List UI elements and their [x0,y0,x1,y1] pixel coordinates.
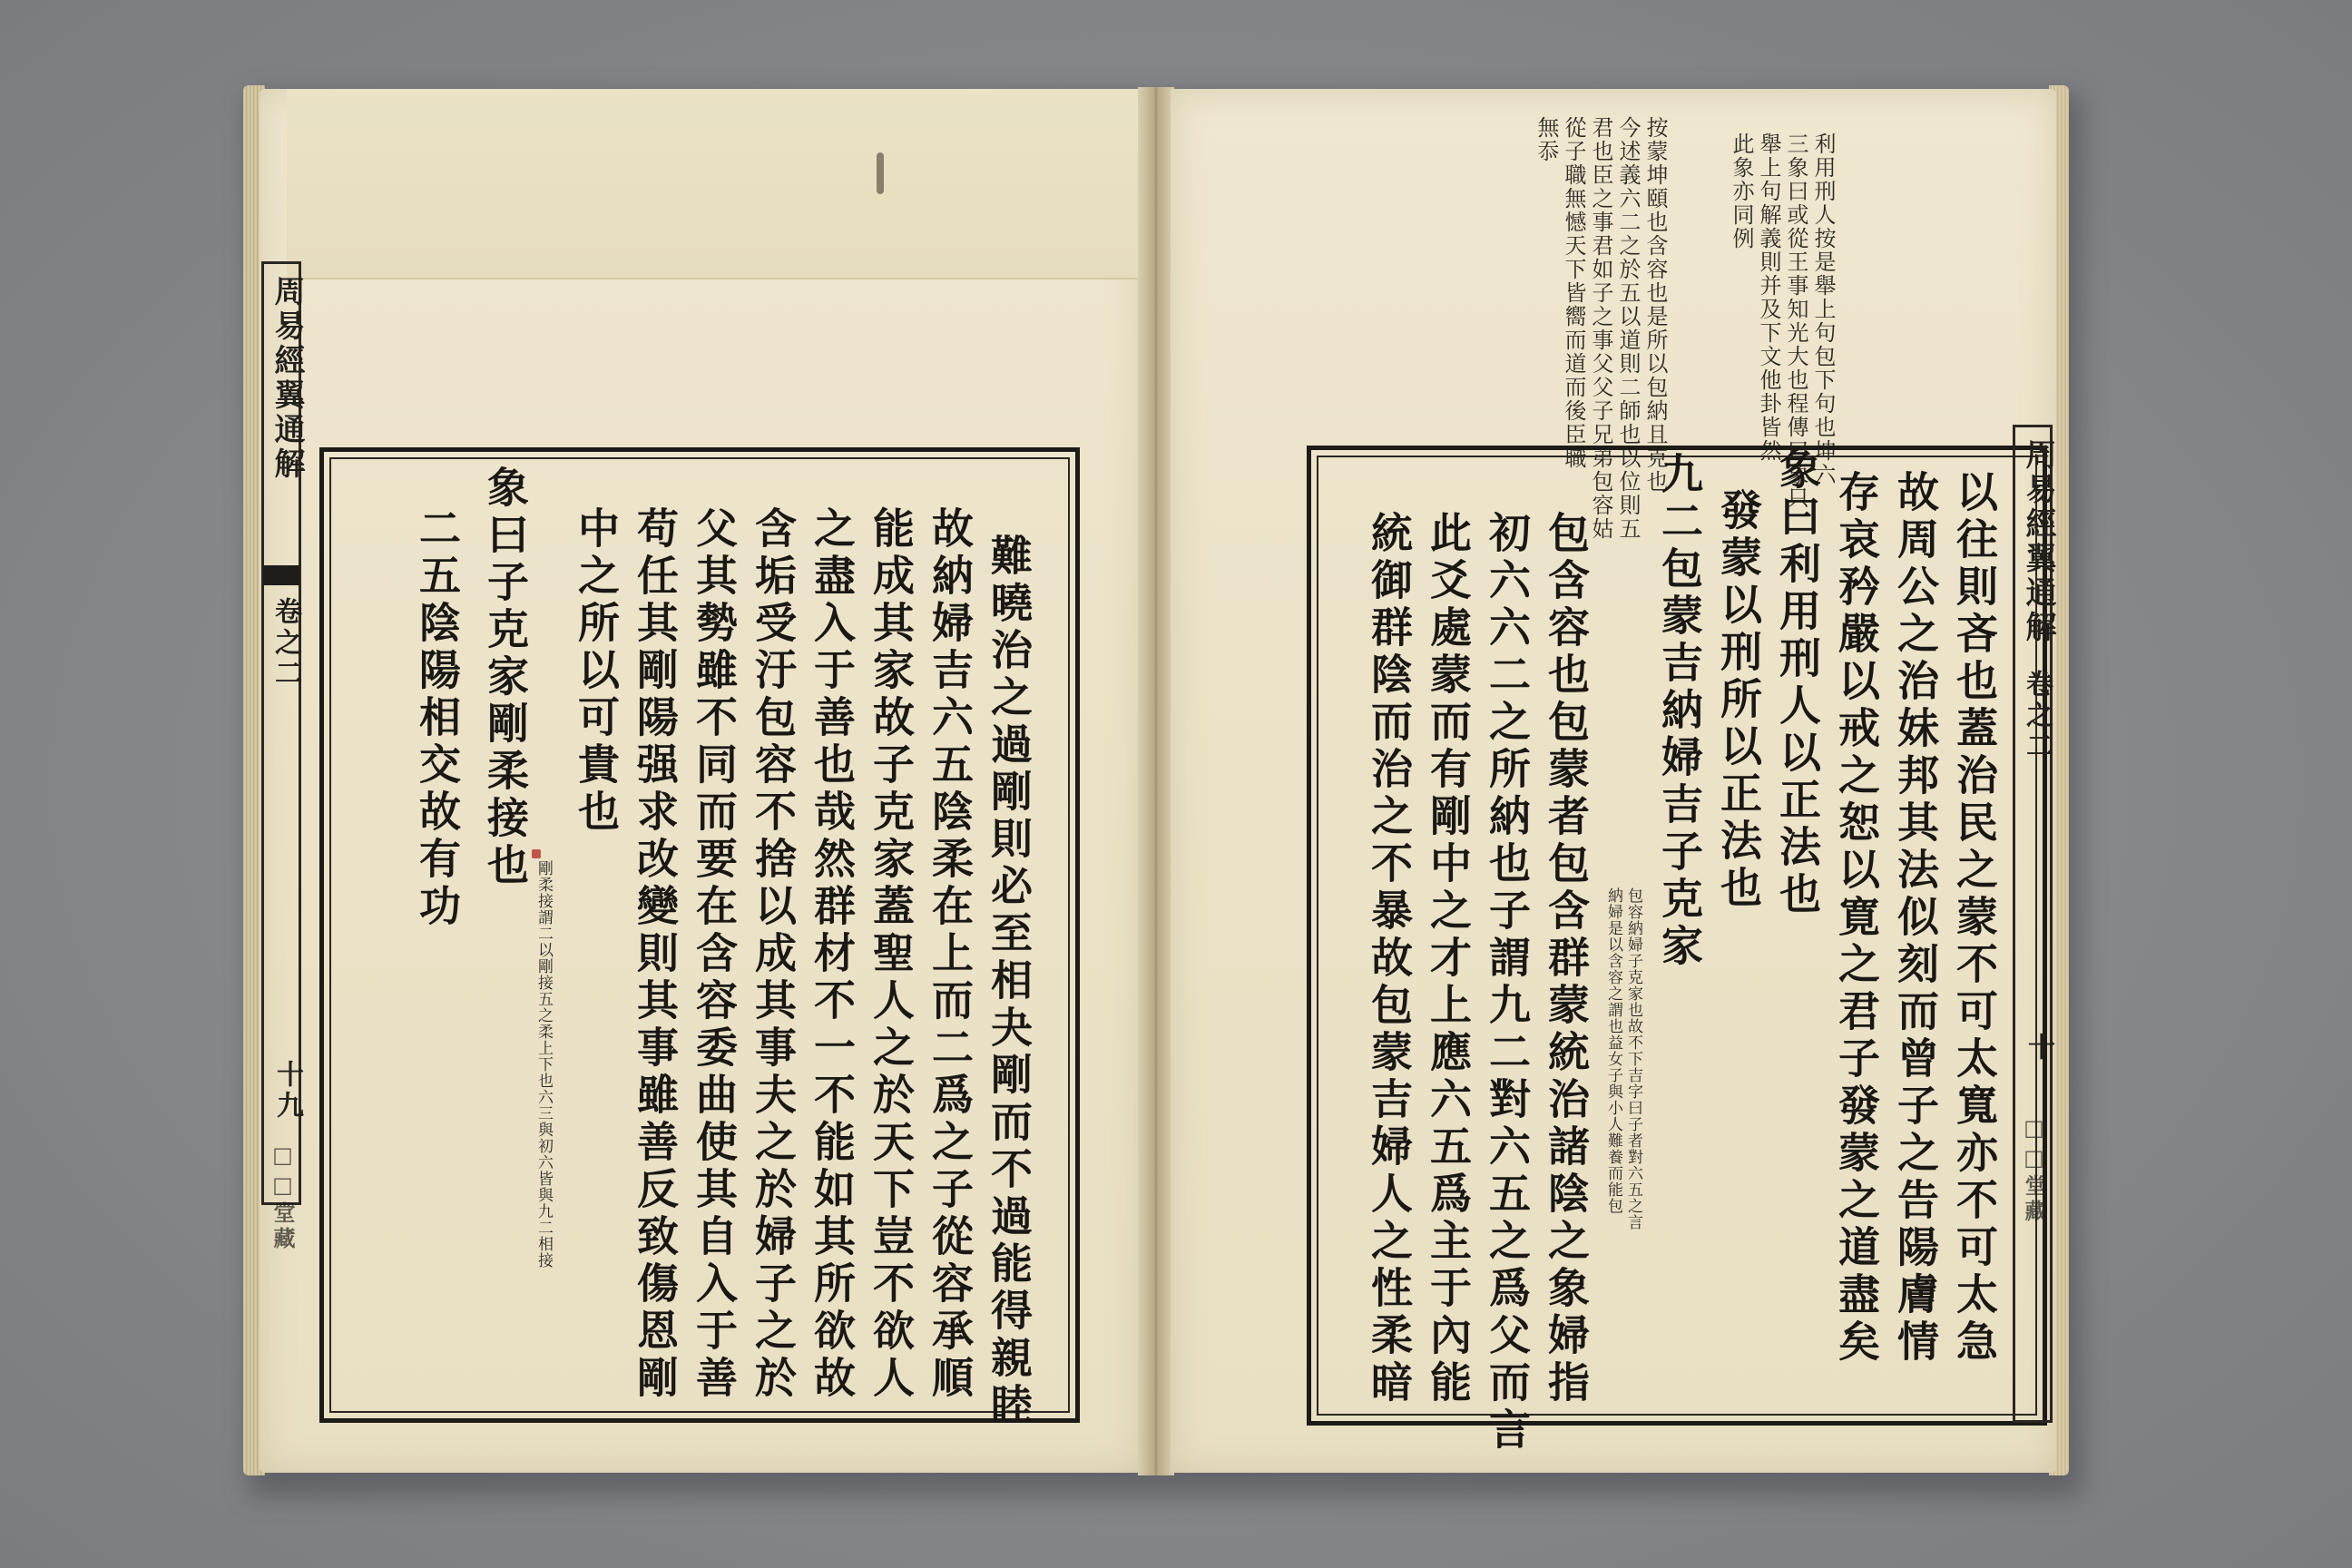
left-small-note: 剛柔接謂二以剛接五之柔上下也六三與初六皆與九二相接 [534,860,553,1269]
pasted-slip [287,89,1149,279]
left-folio-number: 十九 [271,1060,303,1122]
slip-ink-mark [877,152,884,194]
head-note-3: 舉上句解義則并及下文他卦皆然 [1756,132,1781,463]
left-page [260,89,1142,1473]
right-column-10: 統御群陰而治之不暴故包蒙吉婦人之性柔暗 [1365,511,1414,1407]
right-book-title: 周易經翼通解 [2020,438,2056,645]
left-book-title: 周易經翼通解 [269,275,305,482]
left-column-8: 中之所以可貴也 [572,506,621,837]
head-note-7: 君也臣之事君如子之事父父子兄弟包容姑 [1588,116,1613,541]
right-page [1171,89,2056,1473]
right-small-note-1: 包容納婦子克家也故不下吉字曰子者對六五之言 [1624,887,1642,1230]
right-column-8: 初六六二之所納也子謂九二對六五之爲父而言 [1483,511,1532,1455]
right-column-5: 發蒙以刑所以正法也 [1714,488,1763,913]
left-column-6: 父其勢雖不同而要在含容委曲使其自入于善 [690,506,739,1403]
right-column-7: 包含容也包蒙者包含群蒙統治諸陰之象婦指 [1542,511,1591,1407]
left-column-2: 故納婦吉六五陰柔在上而二爲之子從容承順 [926,506,975,1403]
right-volume-label: 卷之二 [2021,670,2053,762]
right-publisher-mark: □□堂藏 [2021,1114,2047,1225]
head-note-8: 從子職無憾天下皆嚮而道而後臣職 [1561,116,1586,470]
left-column-4: 之盡入于善也哉然群材不一不能如其所欲故 [808,506,857,1403]
left-column-10: 二五陰陽相交故有功 [413,506,462,931]
left-column-1: 難曉治之過剛則必至相夬剛而不過能得親睦 [985,534,1034,1430]
right-column-1: 以往則吝也蓋治民之蒙不可太寬亦不可太急 [1950,470,1999,1367]
left-publisher-mark: □□堂藏 [270,1142,296,1252]
right-column-4: 象曰利用刑人以正法也 [1773,447,1822,919]
book-gutter [1138,87,1174,1475]
left-fishtail-mark [263,565,299,585]
left-column-3: 能成其家故子克家蓋聖人之於天下豈不欲人 [867,506,916,1403]
open-book [243,80,2067,1482]
red-ink-mark [532,849,541,858]
right-column-6: 九二包蒙吉納婦吉子克家 [1655,452,1704,971]
left-column-5: 含垢受汙包容不捨以成其事夫之於婦子之於 [749,506,798,1403]
head-note-2: 三象曰或從王事知光大也程傳曰象只 [1783,132,1808,510]
head-note-6: 今述義六二之於五以道則二師也以位則五 [1615,116,1641,541]
head-note-9: 無忝 [1534,116,1559,163]
left-column-7: 苟任其剛陽强求改變則其事雖善反致傷恩剛 [631,506,680,1403]
left-column-9: 象曰子克家剛柔接也 [481,466,530,890]
head-note-5: 按蒙坤頤也含容也是所以包納且克也 [1642,116,1668,494]
right-folio-number: 十 [2023,1033,2054,1063]
right-column-3: 存哀矜嚴以戒之恕以寛之君子發蒙之道盡矣 [1832,470,1881,1367]
head-note-1: 利用刑人按是舉上句包下句也坤六 [1810,132,1836,486]
right-small-note-2: 納婦是以含容之謂也益女子與小人難養而能包 [1604,887,1622,1214]
head-note-4: 此象亦同例 [1729,132,1754,250]
left-volume-label: 卷之二 [270,597,301,690]
right-column-2: 故周公之治妹邦其法似刻而曾子之告陽膚情 [1891,470,1940,1367]
right-column-9: 此爻處蒙而有剛中之才上應六五爲主于內能 [1424,511,1473,1407]
